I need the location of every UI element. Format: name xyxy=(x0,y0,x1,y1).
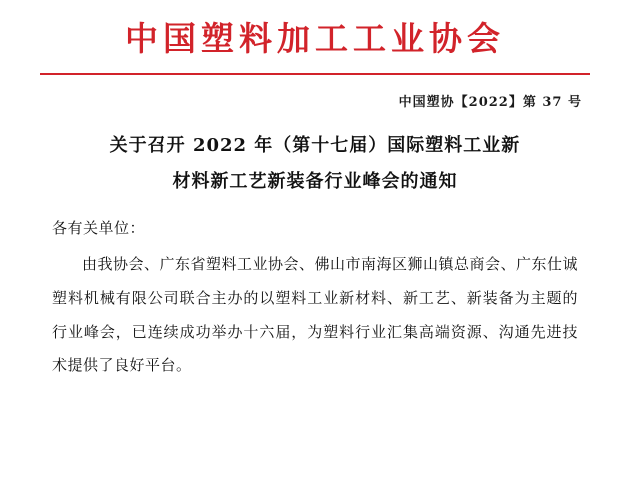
document-title xyxy=(58,128,572,200)
salutation: 各有关单位： xyxy=(52,219,146,238)
document-title-line-1: 关于召开 2022 年（第十七届）国际塑料工业新 xyxy=(109,135,521,157)
document-title-line-2: 材料新工艺新装备行业峰会的通知 xyxy=(172,171,458,193)
organization-name: 中国塑料加工工业协会 xyxy=(125,19,505,58)
header-divider xyxy=(40,73,590,75)
letterhead xyxy=(0,0,630,59)
document-number: 中国塑协【2022】第 37 号 xyxy=(398,95,582,111)
document-body xyxy=(52,212,578,383)
body-paragraph: 由我协会、广东省塑料工业协会、佛山市南海区狮山镇总商会、广东仕诚塑料机械有限公司联合主办的以塑料工业新材料、新工艺、新装备为主题的行业峰会，已连续成功举办十六届，为塑料行业汇集高端资源、沟通先进技术提供了良好平台。 xyxy=(52,255,579,375)
